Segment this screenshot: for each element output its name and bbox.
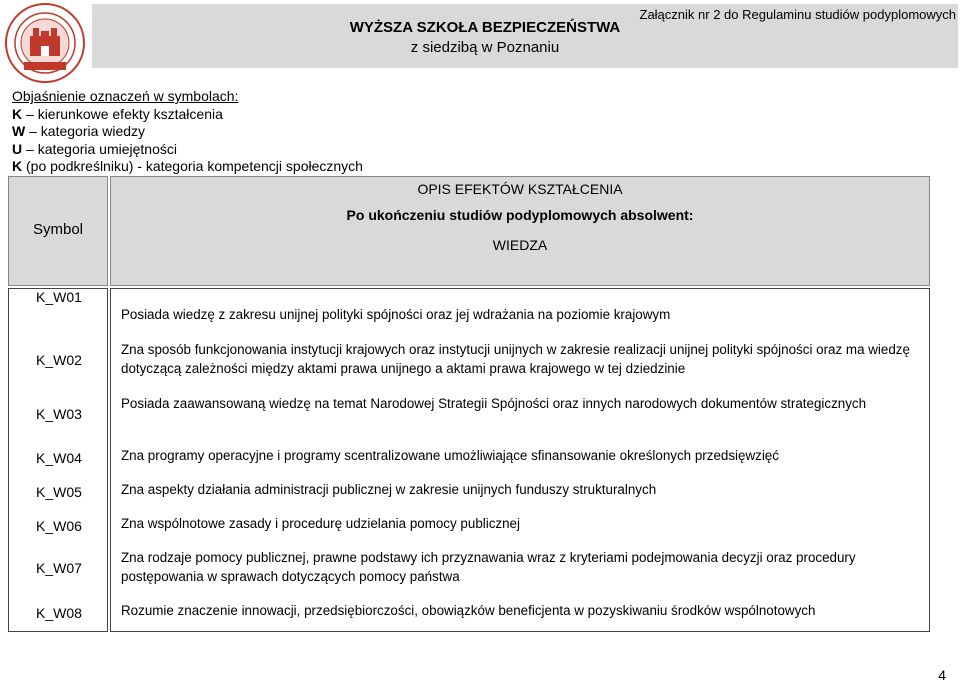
annex-note: Załącznik nr 2 do Regulaminu studiów podyplomowych (639, 7, 956, 22)
legend-key: U (12, 140, 23, 157)
outcome-description: Rozumie znaczenie innowacji, przedsiębiorczości, obowiązków beneficjenta w pozyskiwaniu środków wspólnotowych (121, 603, 816, 618)
outcome-code: K_W01 (36, 289, 82, 305)
symbol-header: Symbol (32, 221, 84, 238)
legend-key: K (12, 158, 23, 174)
learning-outcomes-table (8, 176, 930, 632)
university-name-line2: z siedzibą w Poznaniu (410, 39, 560, 56)
legend-text: – kierunkowe efekty kształcenia (22, 105, 223, 122)
description-header-subtitle: Po ukończeniu studiów podyplomowych absolwent: (346, 207, 694, 223)
legend-text: (po podkreślniku) - kategoria kompetencji społecznych (22, 158, 363, 174)
outcome-description: Posiada zaawansowaną wiedzę na temat Narodowej Strategii Spójności oraz innych narodowych dokumentów strategicznych (121, 396, 867, 411)
outcome-description: Zna programy operacyjne i programy scentralizowane umożliwiające sfinansowanie określonych przedsięwzięć (121, 448, 779, 463)
outcome-description: Zna rodzaje pomocy publicznej, prawne podstawy ich przyznawania wraz z kryteriami podejmowania decyzji oraz procedury postępowania w sprawach dotyczących pomocy państwa (121, 550, 856, 584)
symbol-legend (12, 88, 363, 176)
legend-text: – kategoria wiedzy (25, 123, 146, 139)
outcome-description: Zna wspólnotowe zasady i procedurę udzielania pomocy publicznej (121, 516, 520, 531)
legend-key: K (12, 105, 23, 122)
description-header-cell (110, 176, 930, 286)
outcome-description: Posiada wiedzę z zakresu unijnej polityki spójności oraz jej wdrażania na poziomie krajowym (121, 307, 671, 322)
outcome-code: K_W05 (36, 484, 82, 500)
page-header (0, 0, 960, 78)
legend-row (12, 123, 363, 141)
outcome-code: K_W02 (36, 352, 82, 368)
outcome-code: K_W07 (36, 560, 82, 576)
legend-key: W (12, 123, 26, 139)
description-header-category: WIEDZA (492, 237, 548, 253)
outcome-code: K_W03 (36, 406, 82, 422)
university-name-line1: WYŻSZA SZKOŁA BEZPIECZEŃSTWA (349, 19, 621, 36)
outcome-description: Zna sposób funkcjonowania instytucji krajowych oraz instytucji unijnych w zakresie realizacji unijnej polityki spójności oraz ma wiedzę dotyczącą zależności między aktami prawa unijnego a aktami prawa krajowego w tej dziedzinie (121, 342, 910, 376)
outcome-code: K_W08 (36, 605, 82, 621)
symbol-column (8, 288, 108, 632)
page-number: 4 (938, 667, 946, 683)
legend-text: – kategoria umiejętności (22, 140, 177, 157)
legend-title: Objaśnienie oznaczeń w symbolach: (12, 88, 239, 104)
outcome-description: Zna aspekty działania administracji publicznej w zakresie unijnych funduszy strukturalnych (121, 482, 657, 497)
outcome-code: K_W06 (36, 518, 82, 534)
description-header-title: OPIS EFEKTÓW KSZTAŁCENIA (417, 181, 623, 197)
university-name (300, 18, 670, 58)
legend-row (12, 158, 363, 176)
university-seal-icon (4, 2, 86, 84)
description-column (110, 288, 930, 632)
symbol-header-cell (8, 176, 108, 286)
legend-row (12, 141, 363, 159)
legend-row (12, 106, 363, 124)
outcome-code: K_W04 (36, 450, 82, 466)
